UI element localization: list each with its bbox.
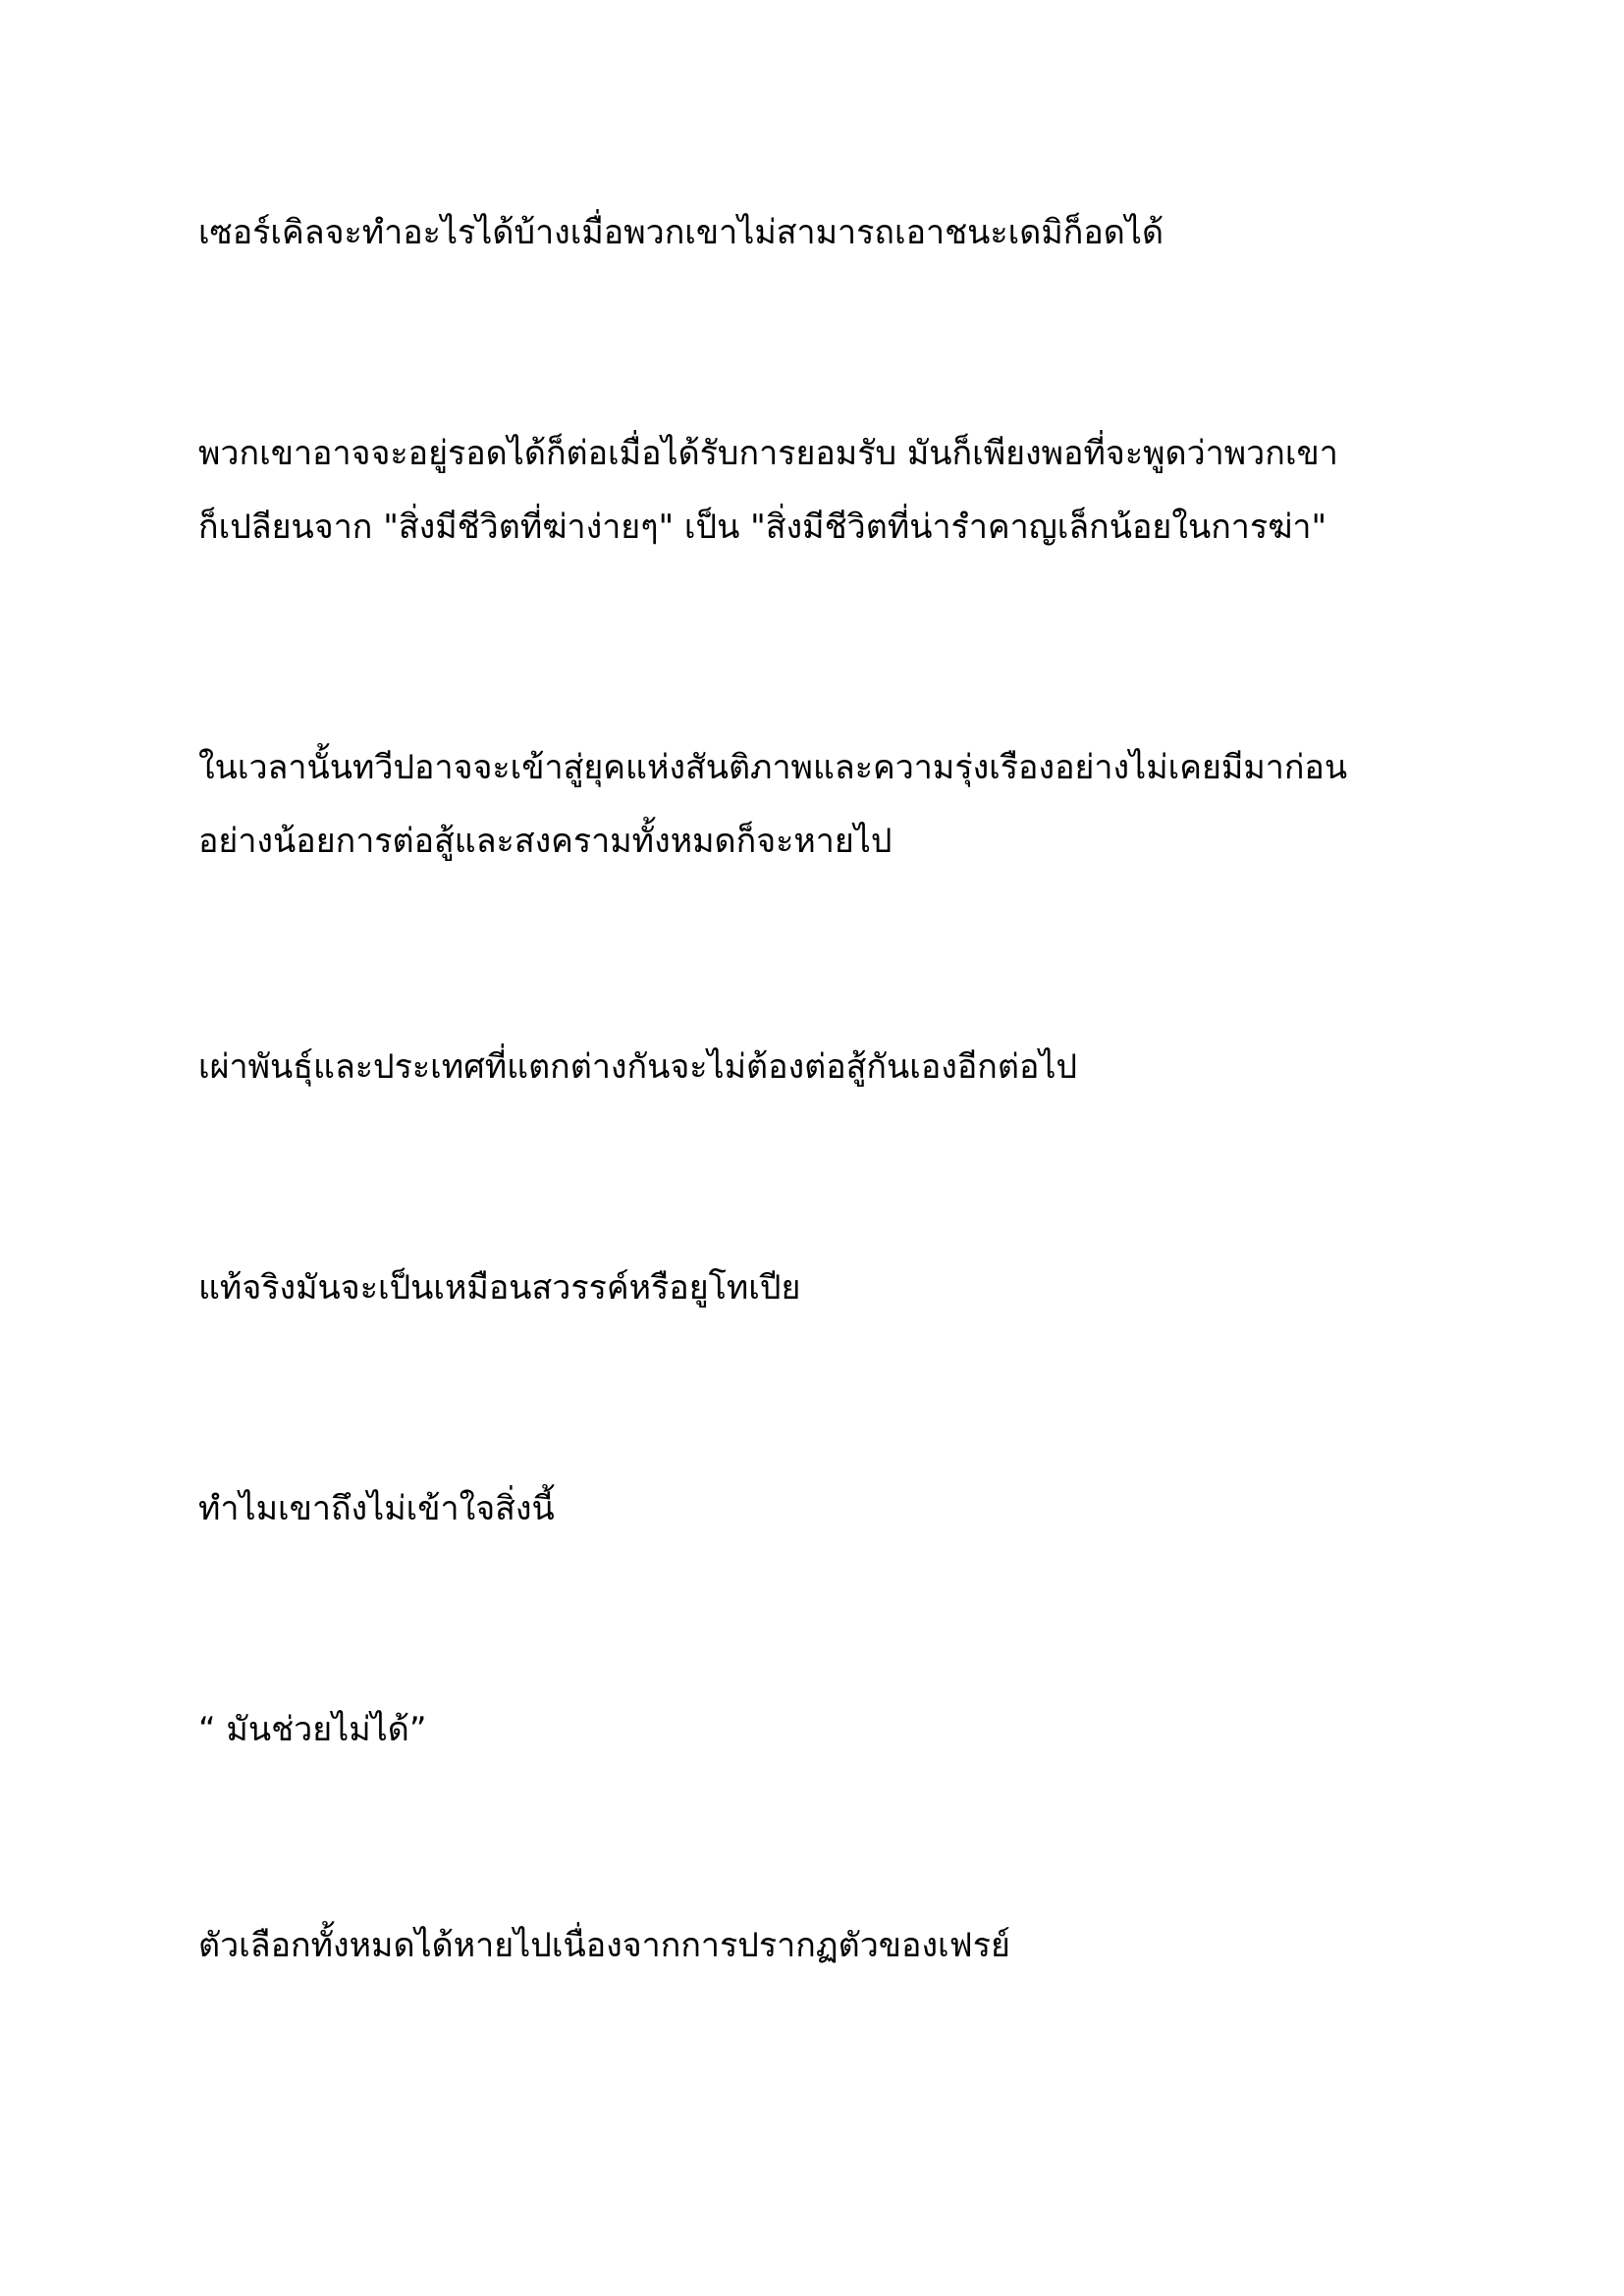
text-line: ทำไมเขาถึงไม่เข้าใจสิ่งนี้ [198,1489,555,1528]
text-line: “ มันช่วยไม่ได้” [198,1710,427,1749]
paragraph-3 [198,731,1465,879]
paragraph-5 [198,1252,1465,1325]
text-line: อย่างน้อยการต่อสู้และสงครามทั้งหมดก็จะหายไป [198,822,893,861]
text-line: ในเวลานั้นทวีปอาจจะเข้าสู่ยุคแห่งสันติภาพและความรุ่งเรืองอย่างไม่เคยมีมาก่อน [198,748,1348,787]
text-line: เซอร์เคิลจะทำอะไรได้บ้างเมื่อพวกเขาไม่สามารถเอาชนะเดมิก็อดได้ [198,213,1164,252]
text-line: ตัวเลือกทั้งหมดได้หายไปเนื่องจากการปรากฏตัวของเฟรย์ [198,1926,1010,1965]
paragraph-1 [198,196,1465,270]
paragraph-8 [198,1909,1465,1983]
text-line: แท้จริงมันจะเป็นเหมือนสวรรค์หรือยูโทเปีย [198,1268,801,1308]
paragraph-4 [198,1031,1465,1104]
text-line: เผ่าพันธุ์และประเทศที่แตกต่างกันจะไม่ต้องต่อสู้กันเองอีกต่อไป [198,1047,1078,1087]
paragraph-2 [198,417,1465,564]
paragraph-6 [198,1472,1465,1546]
text-line: พวกเขาอาจจะอยู่รอดได้ก็ต่อเมื่อได้รับการยอมรับ มันก็เพียงพอที่จะพูดว่าพวกเขา [198,434,1338,473]
text-line: ก็เปลียนจาก "สิ่งมีชีวิตที่ฆ่าง่ายๆ" เป็น "สิ่งมีชีวิตที่น่ารำคาญเล็กน้อยในการฆ่า" [198,507,1327,547]
paragraph-7 [198,1693,1465,1767]
